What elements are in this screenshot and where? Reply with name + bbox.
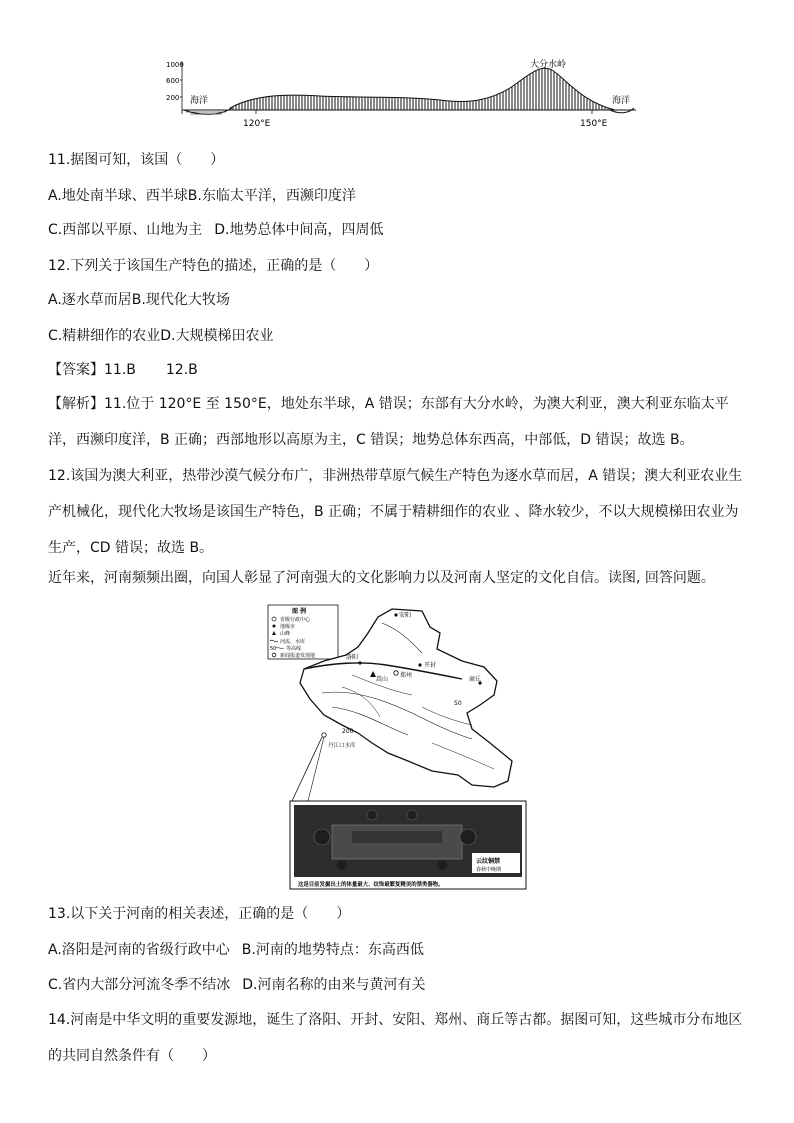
photo-caption-desc: 这是目前发掘出土的体量最大、纹饰最繁复精美的禁类器物。 bbox=[298, 882, 444, 888]
q11-stem: 11.据图可知，该国（ ） bbox=[48, 152, 225, 168]
q11-options-ab: A.地处南半球、西半球B.东临太平洋，西濒印度洋 bbox=[48, 188, 356, 204]
q14-stem: 14.河南是中华文明的重要发源地，诞生了洛阳、开封、安阳、郑州、商丘等古都。据图可知，这些城市分布地区的共同自然条件有（ ） bbox=[48, 1012, 743, 1064]
q12-stem: 12.下列关于该国生产特色的描述，正确的是（ ） bbox=[48, 258, 379, 274]
q13-option-b: B.河南的地势特点：东高西低 bbox=[241, 942, 424, 958]
analysis-12: 12.该国为澳大利亚，热带沙漠气候分布广，非洲热带草原气候生产特色为逐水草而居，A 错误；澳大利亚农业生产机械化，现代化大牧场是该国生产特色，B 正确；不属于精耕细作的农业 、降水较少，不以大规模梯田农业为生产，CD 错误；故选 B。 bbox=[48, 468, 743, 556]
q13-option-a: A.洛阳是河南的省级行政中心 bbox=[48, 942, 230, 958]
profile-ocean-left-label: 海洋 bbox=[190, 96, 209, 106]
legend-peak: 山峰 bbox=[280, 631, 291, 637]
q11-option-c: C.西部以平原、山地为主 bbox=[48, 222, 203, 238]
q13-options-cd bbox=[48, 975, 746, 995]
q13-options-ab bbox=[48, 940, 746, 960]
legend-contour: 等高线 bbox=[286, 646, 302, 652]
photo-caption-period: 春秋中晚期 bbox=[476, 867, 502, 873]
terrain-profile-figure bbox=[160, 56, 640, 128]
legend-city: 地级市 bbox=[280, 624, 296, 630]
profile-tick-600: 600 bbox=[166, 77, 180, 85]
profile-x-150: 150°E bbox=[580, 119, 608, 128]
profile-peak-label: 大分水岭 bbox=[530, 60, 567, 70]
profile-ocean-right-label: 海洋 bbox=[612, 96, 631, 106]
henan-map-figure bbox=[262, 603, 532, 893]
map-city-kaifeng: 开封 bbox=[424, 662, 437, 669]
answer-11: 11.B bbox=[104, 362, 136, 378]
map-contour-200: 200 bbox=[342, 728, 354, 735]
map-reservoir-label: 丹江口水库 bbox=[328, 743, 356, 749]
profile-x-120: 120°E bbox=[243, 119, 271, 128]
q11-options-cd bbox=[48, 220, 746, 240]
legend-discovery: 新闻报道发现地 bbox=[280, 653, 316, 659]
legend-capital: 省级行政中心 bbox=[280, 617, 311, 623]
map-contour-50: 50 bbox=[454, 700, 462, 707]
legend-contour-symbol: 50 bbox=[270, 646, 277, 652]
map-city-luoyang: 洛阳 bbox=[346, 654, 359, 661]
q13-option-d: D.河南名称的由来与黄河有关 bbox=[242, 977, 426, 993]
map-city-zhengzhou: 郑州 bbox=[400, 672, 413, 679]
profile-tick-1000: 1000 bbox=[166, 61, 184, 69]
q11-option-d: D.地势总体中间高，四周低 bbox=[214, 222, 384, 238]
answer-label: 【答案】 bbox=[48, 362, 104, 378]
photo-caption-title: 云纹铜禁 bbox=[476, 858, 501, 865]
map-mountain-songshan: 嵩山 bbox=[376, 676, 389, 683]
map-city-shangqiu: 商丘 bbox=[469, 676, 482, 683]
q13-stem: 13.以下关于河南的相关表述，正确的是（ ） bbox=[48, 906, 351, 922]
analysis-11: 【解析】11.位于 120°E 至 150°E，地处东半球，A 错误；东部有大分水岭，为澳大利亚，澳大利亚东临太平洋，西濒印度洋，B 正确；西部地形以高原为主，C 错误；地势总体东西高，中部低，D 错误；故选 B。 bbox=[48, 396, 729, 448]
profile-tick-200: 200 bbox=[166, 94, 180, 102]
q12-options-ab: A.逐水草而居B.现代化大牧场 bbox=[48, 292, 230, 308]
q12-options-cd: C.精耕细作的农业D.大规模梯田农业 bbox=[48, 328, 274, 344]
answer-12: 12.B bbox=[165, 362, 198, 378]
henan-intro: 近年来，河南频频出圈，向国人彰显了河南强大的文化影响力以及河南人坚定的文化自信。读图, 回答问题。 bbox=[48, 570, 715, 586]
legend-title: 图 例 bbox=[292, 608, 307, 615]
q13-option-c: C.省内大部分河流冬季不结冰 bbox=[48, 977, 231, 993]
legend-river: 河流、水库 bbox=[280, 639, 306, 645]
map-city-anyang: 安阳 bbox=[399, 612, 412, 619]
answer-line bbox=[48, 360, 746, 380]
